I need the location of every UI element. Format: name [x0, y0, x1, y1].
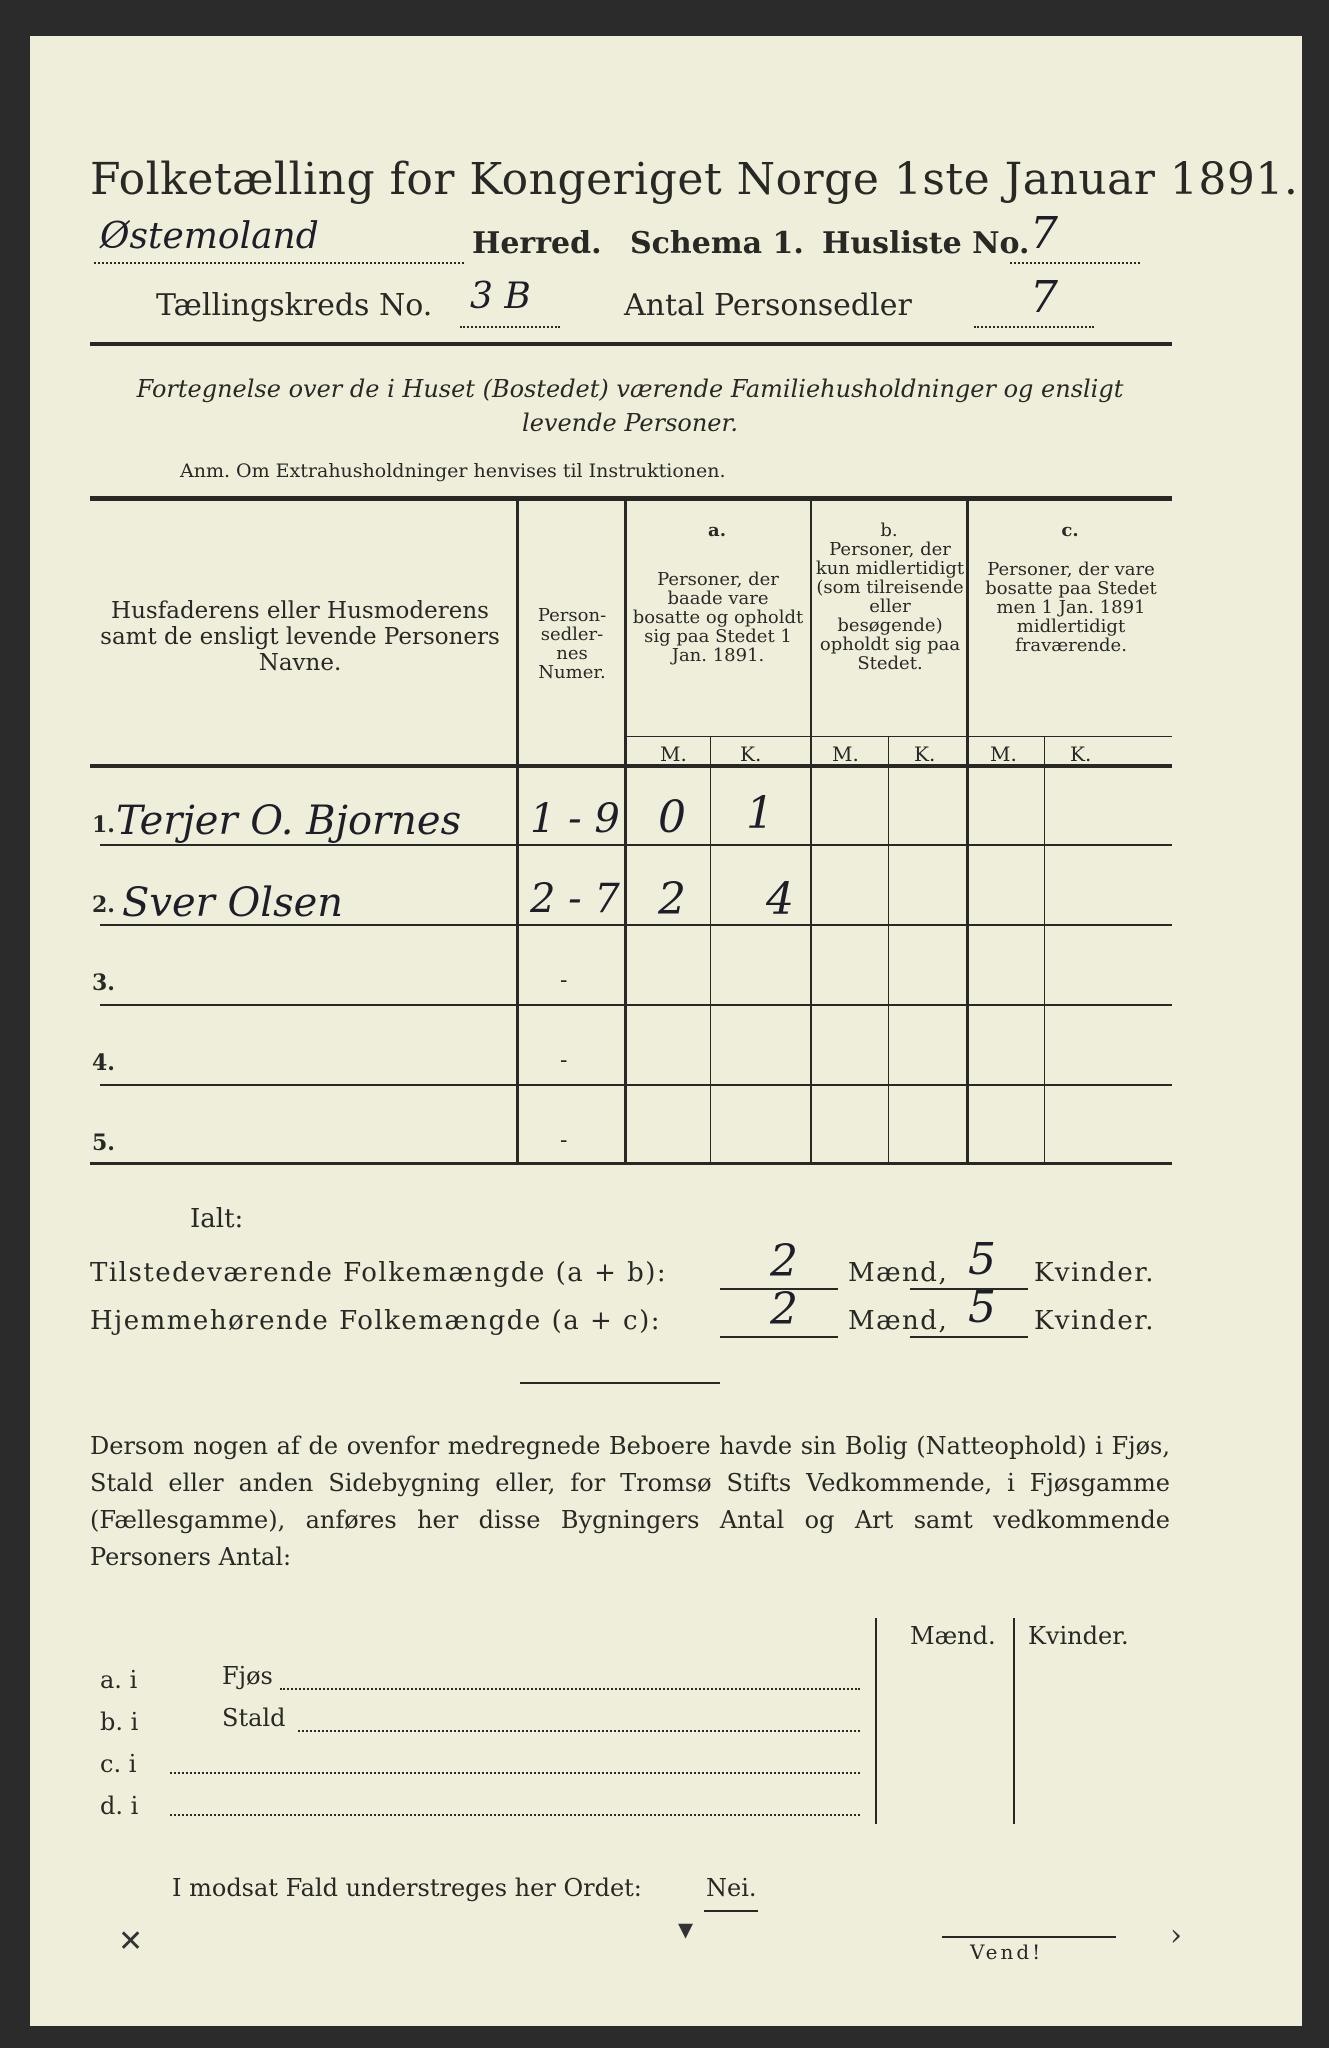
item-a-text: Fjøs	[222, 1662, 273, 1690]
vend-rule	[942, 1936, 1116, 1938]
antal-label: Antal Personsedler	[624, 288, 912, 323]
row-5-number: -	[560, 1128, 568, 1153]
c-k-label: K.	[1070, 742, 1092, 766]
tilst-kvinder-value: 5	[968, 1234, 996, 1285]
col-line-7	[1044, 736, 1045, 1164]
antal-value: 7	[1030, 272, 1058, 323]
a-m-label: M.	[660, 742, 687, 766]
mk-rule	[626, 736, 1172, 737]
antal-dotline	[974, 326, 1094, 328]
item-b-letter: b. i	[100, 1708, 139, 1736]
table-bottom-rule	[90, 1162, 1172, 1165]
row-number-5: 5.	[92, 1130, 115, 1156]
table-top-rule	[90, 496, 1172, 501]
form-title: Folketælling for Kongeriget Norge 1ste Januar 1891.	[90, 154, 1299, 205]
registration-mark-left: ✕	[118, 1924, 144, 1959]
row-line-4	[100, 1084, 1172, 1086]
row-1-a-m: 0	[658, 792, 686, 843]
row-number-4: 4.	[92, 1050, 115, 1076]
husliste-dotline	[1010, 262, 1140, 264]
col-line-2	[624, 498, 627, 1164]
herred-label: Herred.	[472, 226, 602, 261]
row-line-1	[100, 844, 1172, 846]
col-line-5	[888, 736, 889, 1164]
registration-mark-right: ›	[1170, 1918, 1182, 1953]
bottom-col-line-2	[1013, 1618, 1015, 1824]
bottom-kvinder-head: Kvinder.	[1028, 1622, 1129, 1650]
vend-label: Vend!	[970, 1940, 1044, 1964]
bottom-maend-head: Mænd.	[910, 1622, 996, 1650]
hjem-k-underline	[910, 1336, 1028, 1338]
hjem-kvinder-value: 5	[968, 1282, 996, 1333]
col-line-3	[710, 736, 711, 1164]
hjem-maend-value: 2	[770, 1284, 798, 1335]
modsat-text: I modsat Fald understreges her Ordet:	[172, 1874, 642, 1902]
tilstedevaerende-label: Tilstedeværende Folkemængde (a + b):	[90, 1258, 668, 1288]
col-b-letter: b.	[880, 520, 898, 541]
col-line-6	[966, 498, 969, 1164]
item-b-dots	[298, 1730, 860, 1732]
col-header-b: Personer, der kun midlertidigt (som tilreisende eller besøgende) opholdt sig paa Stedet.	[815, 539, 965, 674]
row-1-a-k: 1	[746, 788, 774, 839]
schema-label: Schema 1.	[630, 226, 804, 261]
row-number-1: 1.	[92, 812, 115, 838]
col-line-4	[810, 498, 812, 1164]
husliste-value: 7	[1030, 208, 1058, 259]
hjem-maend-label: Mænd,	[848, 1306, 949, 1336]
hjem-kvinder-label: Kvinder.	[1034, 1306, 1156, 1336]
col-a-letter: a.	[708, 520, 726, 541]
col-line-1	[516, 498, 519, 1164]
separator-short	[520, 1382, 720, 1384]
row-number-3: 3.	[92, 970, 115, 996]
census-form-page	[30, 36, 1302, 2026]
item-c-letter: c. i	[100, 1750, 137, 1778]
row-4-number: -	[560, 1048, 568, 1073]
item-d-dots	[170, 1814, 860, 1816]
row-2-number: 2 - 7	[530, 876, 620, 922]
tilst-kvinder-label: Kvinder.	[1034, 1258, 1156, 1288]
col-header-c: Personer, der vare bosatte paa Stedet men 1 Jan. 1891 midlertidigt fraværende.	[985, 559, 1157, 656]
item-a-letter: a. i	[100, 1666, 138, 1694]
row-1-name: Terjer O. Bjornes	[116, 798, 462, 844]
row-number-2: 2.	[92, 892, 115, 918]
fortegnelse-heading: Fortegnelse over de i Huset (Bostedet) værende Familiehusholdninger og ensligt levende Personer.	[136, 375, 1124, 437]
registration-mark-center: ▾	[678, 1912, 694, 1947]
kreds-value: 3 B	[470, 276, 531, 317]
item-b-text: Stald	[222, 1704, 286, 1732]
tilst-maend-label: Mænd,	[848, 1258, 949, 1288]
nei-underline	[704, 1910, 758, 1912]
ialt-label: Ialt:	[190, 1204, 244, 1234]
row-line-3	[100, 1004, 1172, 1006]
nei-word: Nei.	[706, 1874, 757, 1902]
b-m-label: M.	[832, 742, 859, 766]
col-c-letter: c.	[1061, 520, 1079, 541]
tilst-maend-value: 2	[770, 1236, 798, 1287]
header-divider	[90, 342, 1172, 346]
kreds-dotline	[460, 326, 560, 328]
husliste-label: Husliste No.	[822, 226, 1030, 261]
b-k-label: K.	[914, 742, 936, 766]
col-header-num: Person-sedler-nes Numer.	[537, 605, 607, 683]
herred-value: Østemoland	[100, 216, 319, 257]
hjemmehorende-label: Hjemmehørende Folkemængde (a + c):	[90, 1306, 661, 1336]
col-header-a: Personer, der baade vare bosatte og opholdt sig paa Stedet 1 Jan. 1891.	[632, 569, 804, 666]
item-c-dots	[170, 1772, 860, 1774]
row-2-a-k: 4	[766, 874, 794, 925]
col-header-name: Husfaderens eller Husmoderens samt de ensligt levende Personers Navne.	[100, 598, 500, 676]
herred-dotline	[94, 262, 464, 264]
c-m-label: M.	[990, 742, 1017, 766]
hjem-m-underline	[720, 1336, 838, 1338]
item-a-dots	[280, 1688, 860, 1690]
anm-note: Anm. Om Extrahusholdninger henvises til Instruktionen.	[180, 460, 726, 482]
kreds-label: Tællingskreds No.	[156, 288, 433, 323]
row-1-number: 1 - 9	[530, 796, 620, 842]
bottom-col-line-1	[875, 1618, 877, 1824]
row-2-a-m: 2	[658, 874, 686, 925]
row-3-number: -	[560, 968, 568, 993]
natteophold-paragraph: Dersom nogen af de ovenfor medregnede Beboere havde sin Bolig (Natteophold) i Fjøs, Stald eller anden Sidebygning eller, for Tromsø Stifts Vedkommende, i Fjøsgamme (Fællesgamme), anføres her disse Bygningers Antal og Art samt vedkommende Personers Antal:	[90, 1432, 1170, 1571]
item-d-letter: d. i	[100, 1792, 139, 1820]
row-2-name: Sver Olsen	[122, 880, 344, 926]
a-k-label: K.	[740, 742, 762, 766]
